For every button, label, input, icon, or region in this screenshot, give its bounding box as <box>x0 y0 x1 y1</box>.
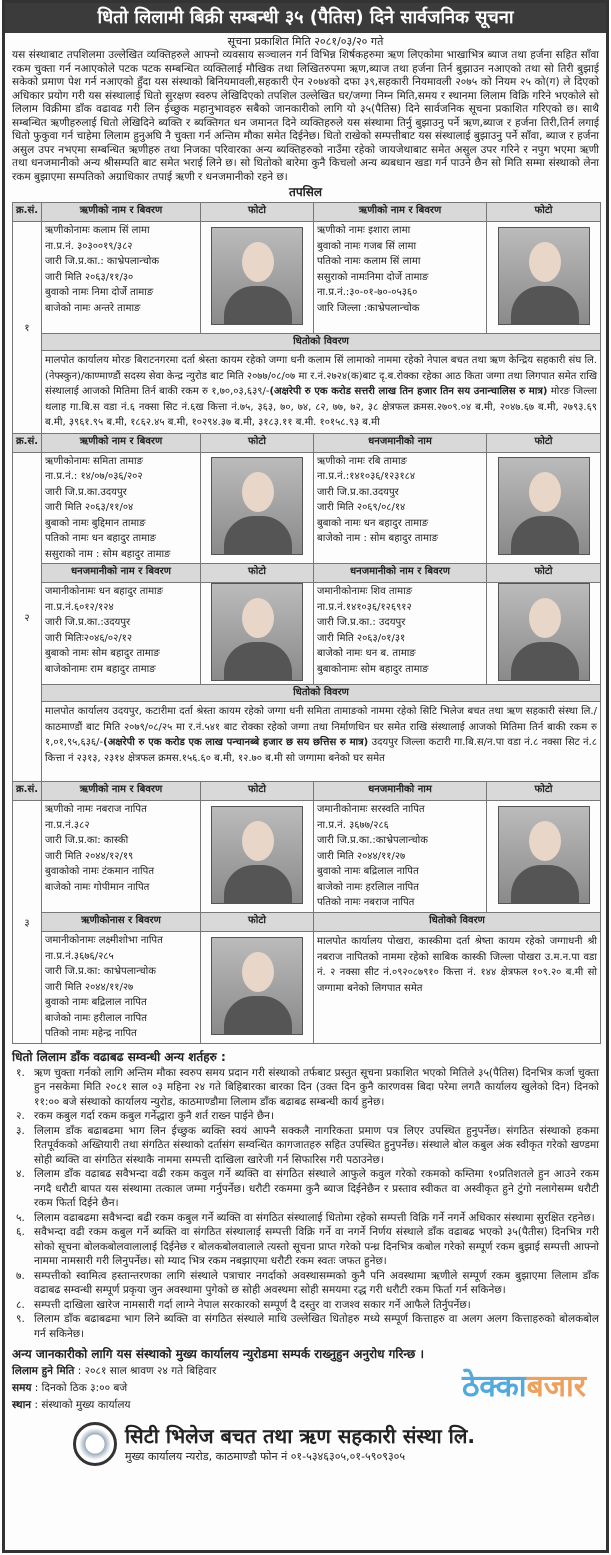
person-photo <box>498 457 590 555</box>
auction-time: : दिनको ठिक ३:०० बजे <box>31 1382 128 1394</box>
detail-line: जारी मिति २०४४/१२/१९ <box>45 850 134 862</box>
detail-line: बुबाको नामः बुद्दिमान तामाङ <box>45 517 146 529</box>
detail-line: ना.प्र.नं. ३६७७/२८६ <box>317 819 389 831</box>
contact-note: अन्य जानकारीको लागि यस संस्थाको मुख्य कार्यालय न्युरोडमा सम्पर्क राख्नुहुन अनुरोध गरिन्छ । <box>12 1347 424 1361</box>
person-details <box>42 222 201 334</box>
detail-line: जारी मितिः२०४६/०२/१२ <box>45 632 133 644</box>
column-header: ऋणीको नाम र बिवरण <box>42 203 201 222</box>
detail-line: जारी जि.प्र.का.: उदयपुर <box>317 617 406 628</box>
column-header: फोटो <box>487 203 601 222</box>
detail-line: जारी मिति २०६३/११/०४ <box>45 502 134 513</box>
detail-line: बाजेको नामः गोपीमान नापित <box>45 881 150 893</box>
auction-info <box>5 1363 606 1414</box>
collateral-header: धितोको विवरण <box>314 913 601 932</box>
person-photo <box>211 937 303 1035</box>
published-date: सूचना प्रकाशित मिति २०८१/०३/२० गते <box>227 35 384 48</box>
person-details <box>314 452 487 564</box>
detail-line: जमानीकोनामः लक्ष्मीशोभा नापित <box>45 935 163 946</box>
detail-line: जमानीकोनामः सरस्वति नापित <box>317 804 425 815</box>
detail-line: बाजेको नाम : सोम बहादुर तामाङ <box>317 533 438 544</box>
column-header: धनजमानीको नाम <box>314 433 487 452</box>
column-header: फोटो <box>487 433 601 452</box>
org-logo-icon <box>73 1422 117 1466</box>
org-footer <box>73 1422 606 1466</box>
column-header: क्र.सं. <box>13 782 42 801</box>
conditions <box>5 1044 606 1342</box>
person-photo <box>498 227 590 325</box>
detail-line: ना.प्र.नं.३८२ <box>45 819 90 831</box>
condition-item: ८. सम्पत्ती दाखिला खारेज नामसारी गर्दा लाग्ने नेपाल सरकारको सम्पूर्ण दै दस्तुर वा राजश्व सकार गर्ने आफैले तिर्नुपर्नेछ। <box>16 1298 471 1311</box>
detail-line: बुवाको नामः निमा दोर्जे तामाङ <box>45 287 154 298</box>
collateral-header: धितोको विवरण <box>42 334 601 351</box>
serial-number: १ <box>13 222 42 434</box>
notice <box>2 0 609 1553</box>
detail-line: ना.प्र.नं.६०१२/१२४ <box>45 601 114 613</box>
detail-line: जारी जि.प्र.का.: काभ्रेपलान्चोक <box>45 256 160 267</box>
detail-line: जारी जि.प्र.का.:उदयपुर <box>45 617 131 628</box>
detail-line: ना.प्र.नं.: १४/०७/०३६/२०२ <box>45 471 143 482</box>
detail-line: ना.प्र.नं.:३०-०१-७०-०५३६० <box>317 287 418 298</box>
detail-line: जारी मिति २०४४/११/२७ <box>45 981 134 993</box>
detail-line: बाजेको नामः हरलिाल नापित <box>317 881 419 893</box>
auction-date-label: लिलाम हुने मिति <box>12 1365 75 1377</box>
detail-line: जारी मिति २०६३/०१/३१ <box>317 632 406 644</box>
detail-line: जारी जि.प्र.का.उदयपुर <box>45 486 127 498</box>
column-header: फोटो <box>201 564 314 583</box>
detail-line: जारी जि.प्र.का.उदयपुर <box>317 486 399 498</box>
detail-line: ऋणीको नामः रबि तामाङ <box>317 455 407 467</box>
detail-line: बाजेको नामः धन ब. तामाङ <box>317 648 416 659</box>
detail-line: जमानीकोनामः धन बहादुर तामाङ <box>45 586 164 597</box>
person-photo <box>211 457 303 555</box>
condition-item: १. ऋण चुक्ता गर्नको लागि अन्तिम मौका स्वरुप समय प्रदान गरी संस्थाको तर्फबाट प्रस्तुत सूचना प्रकाशित भएको मितिले ३५(पैतिस) दिनभित्र कर्जा चुक्ता हुन नसकेमा मिति २०८१ साल ०३ महिना २४ गते बिहिबारका बारका दिन (उक्त दिन कुनै कारणवस बिदा परेमा लगतै कार्यालय खुलेको दिन) दिनको ११:०० बजे संस्थाको कार्यालय न्युरोड, काठमाण्डौमा लिलाम डाँक बढाबढ सम्बन्धी कार्य हुनेछ। <box>16 1066 599 1108</box>
person-photo <box>211 227 303 325</box>
auction-time-label: समय <box>12 1382 32 1394</box>
person-photo <box>498 583 590 681</box>
detail-line: बुवाको नामः बद्रिलाल नापित <box>45 997 147 1008</box>
condition-item: ७. सम्पत्तीको स्वामित्व हस्तान्तरणका लागि संस्थाले पत्राचार नगर्दाको अवस्थासम्मको कुनै पनि अवस्थामा ऋणीले सम्पूर्ण रकम बुझाएमा लिलाम डाँक वढाबढ सम्वन्धी सम्पूर्ण प्रकृया जुन अवस्थामा पुगेको छ सोही अवस्थमा सोही समयमा रद्ध गरी धरौटी रकम फिर्ता गर्न सकिनेछ। <box>16 1269 599 1296</box>
detail-line: ऋणीकोनामः समिता तामाङ <box>45 455 143 467</box>
detail-line: बाजेको नामः अन्तरे तामाङ <box>45 302 141 314</box>
detail-line: जारी मिति २०४४/११/२७ <box>317 850 406 862</box>
column-header: ऋणीकोनास र बिवरण <box>42 913 201 932</box>
person-details <box>42 583 201 685</box>
org-name: सिटी भिलेज बचत तथा ऋण सहकारी संस्था लि. <box>125 1424 475 1448</box>
detail-line: ऋणीकोनामः कलाम सिं लामा <box>45 225 150 236</box>
collateral-header: धितोको विवरण <box>42 685 601 702</box>
detail-line: ऋणीको नामः इशारा लामा <box>317 225 411 236</box>
watermark: ठेक्काबजार <box>461 1369 586 1404</box>
collateral-text: मालपोत कार्यालय मोरङ बिराटनगरमा दर्ता श्रेस्ता कायम रहेको जग्गा धनी कलाम सिं लामाको नाममा रहेको नेपाल बचत तथा ऋण केन्द्रिय सहकारी संघ लि.(नेफ्स्कुन)/काण्माण्डौं सदस्य सेवा केन्द्र न्युरोड बाट मिति २०७७/०८/०७ मा र.नं.२७२४(क)बाट दृ.ब.रोक्का रहेका आठ किता जग्गा तथा लिगपात समेत राखि संस्थालाई आजको मितिमा तिर्न बाकी रकम रु १,७०,०३,६३९/-(अक्षरेपी रु एक करोड सत्तरी लाख तिन हजार तिन सय उनान्चालिस रु मात्र) मोरङ जिल्ला थलाह गा.बि.स वडा नं.६ नक्सा सिट नं.६ख कित्ता नं.७५, ३६३, ७०, ७४, ८२, ७७, ७२, ३८ क्षेत्रफल क्रमस.२७०९.०४ ब.मी, २०४७.६७ ब.मी, २७९३.६९ ब.मी, ३९६१.९५ ब.मी, १८६२.४५ ब.मी, १०२९४.३७ ब.मी, ३१८३.११ ब.मी. १०१५८.९३ ब.मी <box>42 351 601 434</box>
schedule-heading: तपसिल <box>288 185 322 199</box>
column-header: क्र.सं. <box>13 433 42 452</box>
column-header: क्र.सं. <box>13 203 42 222</box>
detail-line: ऋणीको नामः नबराज नापित <box>45 804 147 815</box>
detail-line: ना.प्र.नं.१४१०३६/१२६९१२ <box>317 601 412 613</box>
detail-line: ना.प्र.नं.३६७६/२८५ <box>45 950 114 962</box>
person-details <box>42 452 201 564</box>
detail-line: बुवाको नामः गजब सिं लामा <box>317 240 417 252</box>
column-header: ऋणीको नाम र बिवरण <box>42 433 201 452</box>
detail-line: ना.प्र.नं.:१४१०३६/१२३१८४ <box>317 471 416 482</box>
auction-date: : २०८१ साल श्रावण २४ गते बिहिवार <box>74 1365 217 1377</box>
detail-line: बाजेकोनामः राम बहादुर तामाङ <box>45 663 156 675</box>
intro-paragraph: यस संस्थाबाट तपशिलमा उल्लेखित व्यक्तिहरुले आफ्नो व्यवसाय सञ्चालन गर्न विभिन्न शिर्षकहरुमा ऋण लिएकोमा भाखाभित्र ब्याज तथा हर्जना सहित साँवा रकम चुक्ता गर्न नआएकोले पटक पटक सम्बन्धित व्यक्तिलाई मौखिक तथा लिखितरुपमा ऋण,ब्याज तथा हर्जना तिर्न बुझाउन नआएको तथा सो तिरी बुझाई सकेको प्रमाण पेश गर्न नआएको हुँदा यस संस्थाको बिनियमावली,सहकारी ऐन २०७४को दफा ३९,सहकारी नियमावली २०७५ को नियम २५ को(ग) ले दिएको अधिकार प्रयोग गरी यस संस्थालाई धितो सुरक्षण स्वरुप लेखिदिएको तपशिल उल्लेखित घर/जग्गा निम्न मिति,समय र स्थानमा लिलाम विक्रि गरिने भएकोले सो लिलाम विक्रीमा डाँक वढावढ गरी लिन ईच्छुक महानुभावहरु सबैको जानकारीको लागि यो ३५(पैतिस) दिने सार्वजनिक सूचना प्रकाशित गरिएको छ। साथै सम्बन्धित ऋणीहरुलाई धितो लेखिदिने ब्यक्ति र ब्यक्तिगत धन जमानत दिने व्यक्तिहरुले यस संस्थामा तिर्नु बुझाउनु पर्ने ऋण,ब्याज र हर्जना तिरी,तिर्न लगाई धितो फुकुवा गर्न चाहेमा लिलाम हुनुअघि नै चुक्ता गर्न अन्तिम मौका समेत दिईनेछ। धितो राखेको सम्पत्तीबाट यस संस्थालाई बुझाउनु पर्ने साँवा, ब्याज र हर्जना असुल उपर नभएमा सम्बन्धित ऋणीहरु तथा निजका परिवारका अन्य ब्यक्तिहरुको नाउँमा रहेको जायजेथाबाट समेत असुल उपर गरिने र नपुग भएमा ऋणी तथा धनजमानीको अन्य श्रीसम्पति बाट समेत भराई लिने छ। सो धितोको बारेमा कुनै किचलो अन्य ब्यबधान खडा गर्न पाउने छैन सो मिति सम्मा संस्थाको लेना रकम बुझाएमा सम्पतिको अग्राधिकार तपाई ऋणी र धनजमानीको रहने छ। <box>12 49 599 183</box>
detail-line: बुवाकोको नामः टंकमान नापित <box>45 866 155 877</box>
column-header: फोटो <box>201 433 314 452</box>
person-details <box>314 222 487 334</box>
column-header: फोटो <box>201 913 314 932</box>
detail-line: जारी जि.प्र.का: कास्की <box>45 835 129 846</box>
detail-line: पतिको नामः धन बहादुर तामाङ <box>45 533 157 544</box>
auction-place: : संस्थाको मुख्य कार्यालय <box>31 1399 131 1411</box>
conditions-title: धितो लिलाम डाँक वढाबढ सम्वन्धी अन्य शर्तहरु : <box>12 1049 226 1064</box>
column-header: फोटो <box>201 203 314 222</box>
column-header: धनजमानीको नाम र बिवरण <box>314 564 487 583</box>
detail-line: जारी मिति २०६३/११/३० <box>45 271 134 283</box>
detail-line: बुबाको नामः सोम बहादुर तामाङ <box>45 648 160 659</box>
notice-title: धितो लिलामी बिक्री सम्बन्धी ३५ (पैतिस) दिने सार्वजनिक सूचना <box>5 3 606 33</box>
detail-line: जारि जिल्ला :काभ्रेपलान्चोक <box>317 302 420 314</box>
auction-place-label: स्थान <box>12 1399 32 1411</box>
detail-line: ससुराको नामःनिमा दोर्जे तामाङ <box>317 271 429 283</box>
detail-line: पतिको नामः महेन्द्र नापित <box>45 1028 137 1039</box>
person-photo <box>211 583 303 681</box>
person-details <box>42 801 201 913</box>
condition-item: ९. लिलाम डाँक बढाबढमा भाग लिने ब्यक्ति वा संगठित संस्थाले माथि उल्लेखित धितोहरु मध्ये सम्पूर्ण कित्ताहरु वा अलग अलग कित्ताहरुको बोलकबोल गर्न सकिनेछ। <box>16 1313 599 1340</box>
condition-item: २. रकम कबुल गर्दा रकम कबुल गर्नेद्धारा कुनै शर्त राख्न पाईने छैन। <box>16 1110 274 1122</box>
column-header: धनजमानीको नाम <box>314 782 487 801</box>
condition-item: ६. सवैभन्दा वढी रकम कबुल गर्ने ब्यक्ति वा संगठित संस्थालाई सम्पत्ती विक्रि गर्ने वा नगर्ने निर्णय संस्थाले डाँक वढाबढ भएको ३५(पैतीस) दिनभित्र गरी सोको सूचना बोलकबोलवालालाई दिईनेछ र बोलकबोलवालाले त्यस्तो सूचना प्राप्त गरेको पन्ध्र दिनभित्र कबोल गरेको सम्पूर्ण रकम बुझाई सम्पत्ती आफ्नो नाममा नामसारी गरी लिनुपर्नेछ। सो म्याद भित्र रकम नबझाएमा धरौटी रकम स्वतः जफत हुनेछ। <box>16 1226 599 1267</box>
detail-line: ससुराको नाम : सोम बहादुर तामाङ <box>45 548 171 560</box>
serial-number: ३ <box>13 801 42 1044</box>
column-header: फोटो <box>201 782 314 801</box>
org-address: मुख्य कार्यालय न्यरोड, काठमाण्डौ फोन नं ०१-५३४६३०५,०१-५९०९३०५ <box>125 1450 406 1463</box>
detail-line: पतिको नामः कलाम सिं लामा <box>317 256 421 267</box>
condition-item: ३. लिलाम डाँक बढाबढमा भाग लिन ईच्छुक ब्यक्ति स्वयं आफ्नै सक्कलै नागरिकता प्रमाण पत्र लिएर उपस्थित हुनुपर्नेछ। संगठित संस्थाको हकमा रितपूर्वकको अख्तियारी तथा संगठित संस्थाको दर्तासंग सम्वन्धित कागजातहरु सहित उपस्थित हुनुपर्नेछ। संस्थाले बोल कबुल अंक स्वीकृत गरेको खण्डमा सोही ब्यक्ति वा संगठित संस्थाकै नाममा सम्पत्ती दाखिला खारेजी गर्न सिफारिस गरी पठाउनेछ। <box>16 1124 599 1166</box>
person-details <box>314 801 487 913</box>
collateral-text: मालपोत कार्यालय उदयपुर, कटारीमा दर्ता श्रेस्ता कायम रहेको जग्गा धनी समिता तामाङको नाममा रहेको सिटि भिलेज बचत तथा ऋण सहकारी संस्था लि./काठमाण्डौं बाट मिति २०७९/०८/२५ मा र.नं.५४१ बाट रोक्का रहेको जग्गा तथा निर्माणधिन घर समेत राखि संस्थालाई आजको मितिमा तिर्न बाकी रकम रु १,०१,९५,६३६/-(अक्षरेपी रु एक करोड एक लाख पन्चानब्बे हजार छ सय छत्तिस रु मात्र) उदयपुर जिल्ला कटारी गा.बि.स/न.पा वडा नं.८ नक्सा सिट नं.८ कित्ता नं २३१३, २३१४ क्षेत्रफल क्रमस.१५६.६० ब.मी, १२.७० ब.मी सो जग्गामा बनेको घर समेत <box>42 702 601 782</box>
column-header: फोटो <box>487 782 601 801</box>
detail-line: बुबाको नामः धन बहादुर तामाङ <box>317 517 429 529</box>
schedule-table <box>12 202 601 1044</box>
person-photo <box>498 806 590 904</box>
detail-line: ना.प्र.नं. ३०३००१९/३८२ <box>45 240 133 252</box>
serial-number: २ <box>13 452 42 782</box>
column-header: फोटो <box>487 564 601 583</box>
detail-line: बाजेको नामः हरीलाल नापित <box>45 1012 147 1024</box>
detail-line: बुवाको नामः बद्रिलाल नापित <box>317 866 419 877</box>
collateral-text: मालपोत कार्यालय पोखरा, कास्कीमा दर्ता श्रेष्ता कायम रहेको जग्गाधनी श्री नबराज नापितको नाममा रहेको साबिक कास्की जिल्ला पोखरा उ.म.न.पा वडा नं. २ नक्सा सीट नं.०९२०८७९१० कित्ता नं. १४४ क्षेत्रफल १०९.२० ब.मी सो जग्गामा बनेको लिगपात समेत <box>314 932 601 1044</box>
detail-line: बुबाकोनामः सोम बहादुर तामाङ <box>317 663 429 675</box>
detail-line: जमानीकोनामः शिव तामाङ <box>317 586 413 597</box>
detail-line: पतिको नामः नबराज नापित <box>317 897 415 908</box>
condition-item: ४. लिलाम डाँक वढाबढ सवैभन्दा वढी रकम कवुल गर्ने ब्यक्ति वा संगठित संस्थाले आफुले कवुल गरेको रकमको कम्तिमा १०प्रतिशतले हुन आउने रकम नगदै धरौटी बापत यस संस्थामा तत्काल जम्मा गर्नुपर्नेछ। धरौटी रकममा कुनै ब्याज दिईनेछैन र प्रस्ताव स्वीकत वा अस्वीकृत हुने टुंगो नलागेसम्म धरौटी रकम फिर्ता दिईने छैन। <box>16 1168 599 1209</box>
person-details <box>314 583 487 685</box>
person-details <box>42 932 201 1044</box>
person-photo <box>211 806 303 904</box>
column-header: ऋणीको नाम र बिवरण <box>314 203 487 222</box>
column-header: ऋणीको नाम र बिवरण <box>42 782 201 801</box>
detail-line: जारी जि.प्र.का.:काभ्रेपलान्चोक <box>317 835 428 846</box>
detail-line: जारी जि.प्र.का: काभ्रेपलान्चोक <box>45 966 156 977</box>
column-header: धनजमानीको नाम र बिवरण <box>42 564 201 583</box>
detail-line: जारी मिति २०६९/०८/१४ <box>317 502 406 513</box>
condition-item: ५. लिलाम वढाबढमा सवैभन्दा बढी रकम कबुल गर्ने ब्यक्ति वा संगठित संस्थालाई धितोमा रहेको सम्पत्ती विक्रि गर्ने नगर्ने अधिकार संस्थामा सुरक्षित रहनेछ। <box>16 1211 595 1224</box>
